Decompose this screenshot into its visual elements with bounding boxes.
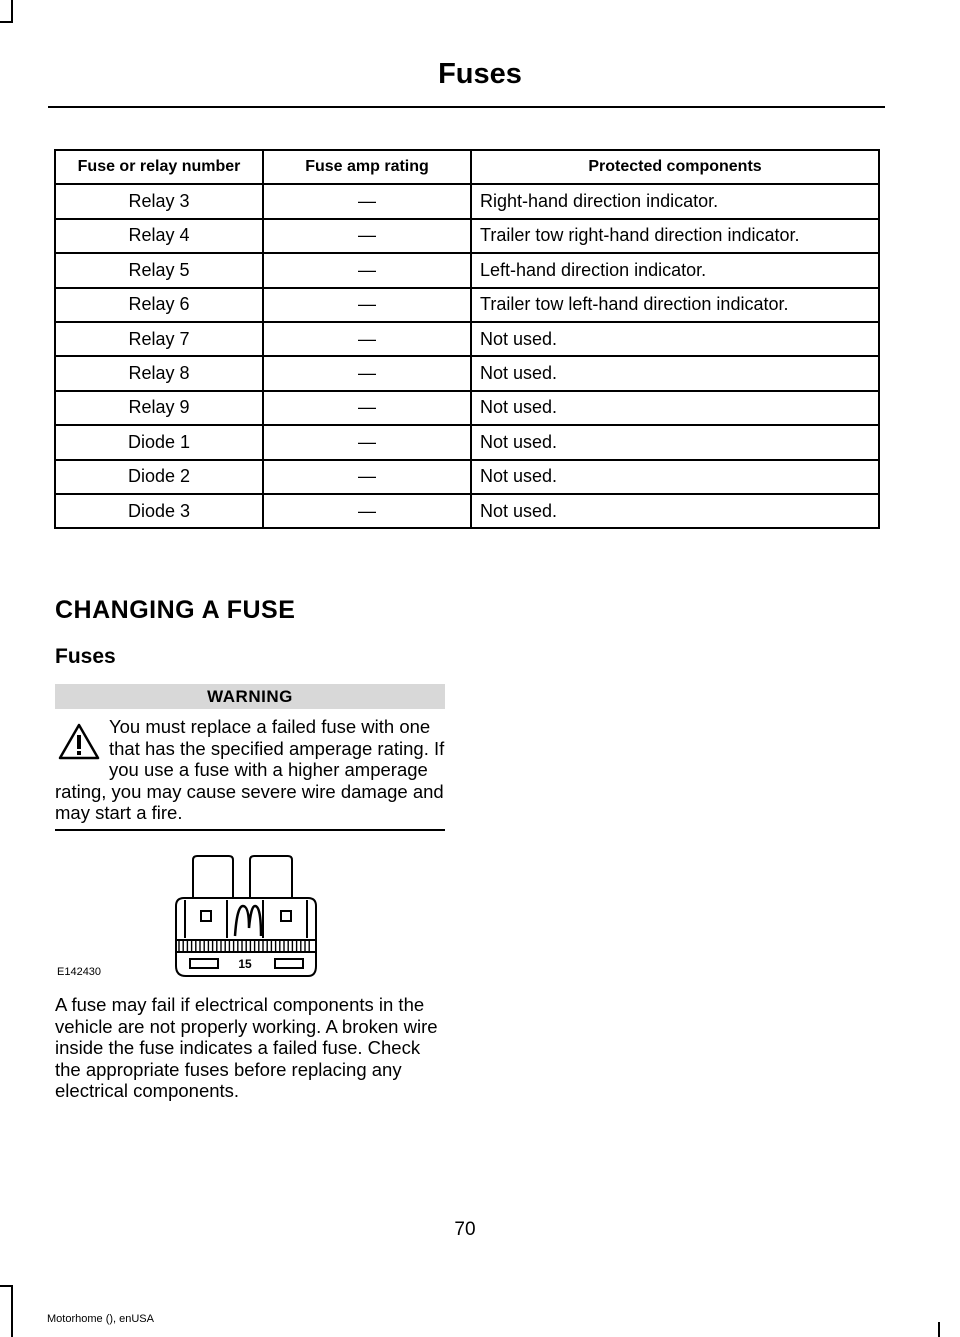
table-row [55, 425, 879, 459]
fuse-illustration [55, 848, 317, 982]
protected-components-cell: Right-hand direction indicator. [471, 184, 879, 218]
fuse-number-cell: Relay 4 [55, 219, 263, 253]
warning-divider [55, 829, 445, 831]
table-row [55, 219, 879, 253]
protected-components-cell: Not used. [471, 460, 879, 494]
warning-label: WARNING [55, 684, 445, 709]
section-heading: CHANGING A FUSE [55, 596, 296, 624]
fuse-rating-text: 15 [238, 957, 252, 971]
fuse-number-cell: Relay 6 [55, 288, 263, 322]
protected-components-cell: Not used. [471, 391, 879, 425]
crop-mark [11, 1285, 13, 1337]
amp-rating-cell: — [263, 391, 471, 425]
column-header: Protected components [471, 150, 879, 184]
fuse-number-cell: Relay 9 [55, 391, 263, 425]
body-paragraph: A fuse may fail if electrical components in the vehicle are not properly working. A broken wire inside the fuse indicates a failed fuse. Check the appropriate fuses before replacing any electrical components. [55, 994, 438, 1101]
crop-mark [938, 1322, 940, 1337]
protected-components-cell: Left-hand direction indicator. [471, 253, 879, 287]
amp-rating-cell: — [263, 253, 471, 287]
amp-rating-cell: — [263, 494, 471, 528]
amp-rating-cell: — [263, 322, 471, 356]
page-number: 70 [454, 1219, 476, 1240]
table-row [55, 494, 879, 528]
protected-components-cell: Trailer tow left-hand direction indicator. [471, 288, 879, 322]
protected-components-cell: Trailer tow right-hand direction indicator. [471, 219, 879, 253]
figure-code: E142430 [57, 966, 102, 978]
fuse-number-cell: Relay 7 [55, 322, 263, 356]
amp-rating-cell: — [263, 356, 471, 390]
protected-components-cell: Not used. [471, 322, 879, 356]
warning-triangle-icon [57, 722, 101, 762]
title-divider [48, 106, 885, 108]
fuse-number-cell: Diode 2 [55, 460, 263, 494]
column-header: Fuse or relay number [55, 150, 263, 184]
amp-rating-cell: — [263, 184, 471, 218]
protected-components-cell: Not used. [471, 425, 879, 459]
table-row [55, 253, 879, 287]
fuse-table [54, 149, 880, 529]
fuse-number-cell: Diode 1 [55, 425, 263, 459]
fuse-number-cell: Diode 3 [55, 494, 263, 528]
table-row [55, 391, 879, 425]
footer-doc-info: Motorhome (), enUSA [47, 1313, 154, 1325]
sub-heading: Fuses [55, 645, 116, 668]
warning-text: You must replace a failed fuse with one that has the specified amperage rating. If you use a fuse with a higher amperage rating, you may cause severe wire damage and may start a fire. [55, 716, 445, 823]
table-row [55, 288, 879, 322]
table-header-row [55, 150, 879, 184]
amp-rating-cell: — [263, 425, 471, 459]
crop-mark [0, 1285, 13, 1287]
amp-rating-cell: — [263, 460, 471, 494]
amp-rating-cell: — [263, 288, 471, 322]
fuse-number-cell: Relay 5 [55, 253, 263, 287]
page-title: Fuses [438, 58, 522, 90]
protected-components-cell: Not used. [471, 356, 879, 390]
amp-rating-cell: — [263, 219, 471, 253]
table-row [55, 356, 879, 390]
protected-components-cell: Not used. [471, 494, 879, 528]
crop-mark [0, 21, 13, 23]
table-row [55, 460, 879, 494]
crop-mark [11, 0, 13, 22]
fuse-number-cell: Relay 8 [55, 356, 263, 390]
column-header: Fuse amp rating [263, 150, 471, 184]
fuse-number-cell: Relay 3 [55, 184, 263, 218]
table-row [55, 184, 879, 218]
warning-paragraph [55, 716, 447, 824]
table-row [55, 322, 879, 356]
